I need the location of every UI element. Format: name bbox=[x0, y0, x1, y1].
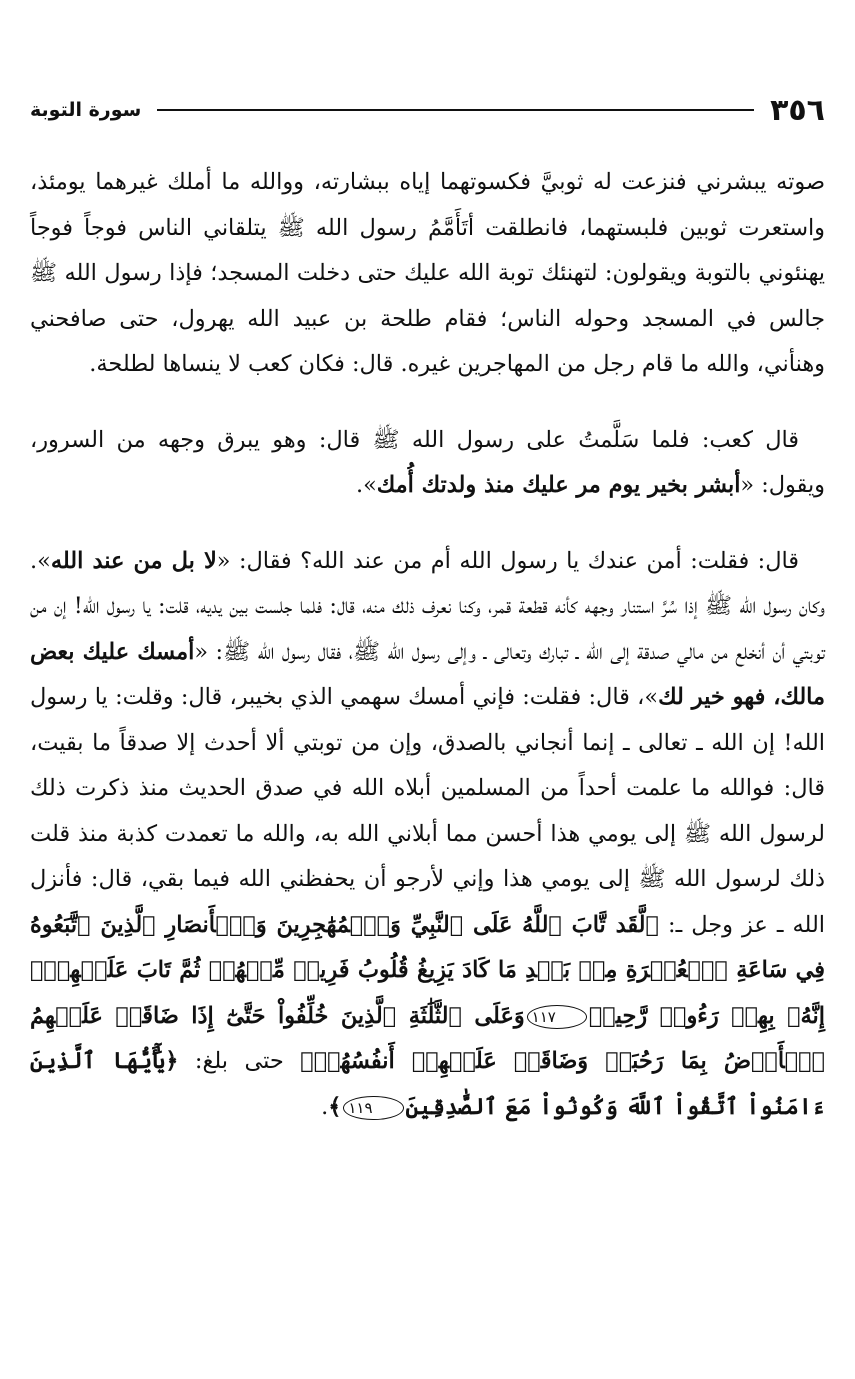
paragraph-2 bbox=[30, 418, 825, 509]
paragraph-1 bbox=[30, 160, 825, 388]
body-text bbox=[30, 160, 825, 1130]
paragraph-gap bbox=[30, 509, 825, 539]
running-header bbox=[30, 88, 825, 132]
quran-verse-117: ﴿لَّقَد تَّابَ ٱللَّهُ عَلَى ٱلنَّبِيِّ وَٱلۡمُهَٰجِرِينَ وَٱلۡأَنصَارِ ٱلَّذِينَ ٱتَّبَعُوهُ فِي سَاعَةِ ٱلۡعُسۡرَةِ مِنۢ بَعۡدِ مَا كَادَ يَزِيغُ قُلُوبُ فَرِيقٖ مِّنۡهُمۡ ثُمَّ تَابَ عَلَيۡهِمۡۚ إِنَّهُۥ بِهِمۡ رَءُوفٞ رَّحِيمٞ bbox=[30, 911, 825, 1029]
paragraph-2-text-b: ». bbox=[355, 472, 377, 498]
paragraph-3-text-a: قال: فقلت: أمن عندك يا رسول الله أم من عند الله؟ فقال: « bbox=[216, 547, 800, 574]
paragraph-3 bbox=[30, 539, 825, 1131]
quran-verse-118: وَعَلَى ٱلثَّلَٰثَةِ ٱلَّذِينَ خُلِّفُواْ حَتَّىٰٓ إِذَا ضَاقَتۡ عَلَيۡهِمُ ٱلۡأَرۡضُ بِمَا رَحُبَتۡ وَضَاقَتۡ عَلَيۡهِمۡ أَنفُسُهُمۡ﴾ bbox=[30, 1002, 826, 1074]
paragraph-2-text-a: قال كعب: فلما سَلَّمتُ على رسول الله ﷺ قال: وهو يبرق وجهه من السرور، ويقول: « bbox=[30, 426, 825, 498]
paragraph-3-text-b: ». وكان رسول الله ﷺ إذا سُرَّ استنار وجهه كأنه قطعة قمر، وكنا نعرف ذلك منه، قال: فلما جلست بين يديه، قلت: يا رسول الله! إن من توبتي أن أنخلع من مالي صدقة إلى الله ـ تبارك وتعالى ـ وإلى رسول الله ﷺ، فقال رسول الله ﷺ: « bbox=[30, 547, 825, 665]
ayah-number-119: ١١٩ bbox=[343, 1096, 403, 1120]
paragraph-3-text-d: حتى بلغ: bbox=[178, 1048, 301, 1074]
paragraph-3-end: . bbox=[321, 1093, 329, 1120]
prophet-quote-3: أمسك عليك بعض مالك، فهو خير لك bbox=[30, 638, 825, 710]
page-content bbox=[30, 88, 825, 1339]
surah-title: سورة التوبة bbox=[30, 99, 142, 121]
paragraph-1-text: صوته يبشرني فنزعت له ثوبيَّ فكسوتهما إياه ببشارته، ووالله ما أملك غيرهما يومئذ، واستعرت ثوبين فلبستهما، فانطلقت أتَأَمَّمُ رسول الله ﷺ يتلقاني الناس فوجاً فوجاً يهنئوني بالتوبة ويقولون: لتهنئك توبة الله عليك حتى دخلت المسجد؛ فإذا رسول الله ﷺ جالس في المسجد وحوله الناس؛ فقام طلحة بن عبيد الله يهرول، حتى صافحني وهنأني، والله ما قام رجل من المهاجرين غيره. قال: فكان كعب لا ينساها لطلحة. bbox=[30, 169, 825, 377]
ayah-number-117: ١١٧ bbox=[527, 1005, 587, 1029]
header-rule bbox=[157, 109, 754, 111]
paragraph-gap bbox=[30, 388, 825, 418]
paragraph-3-text-c: »، قال: فقلت: فإني أمسك سهمي الذي بخيبر، قال: وقلت: يا رسول الله! إن الله ـ تعالى ـ إنما أنجاني بالصدق، وإن من توبتي ألا أحدث إلا صدقاً ما بقيت، قال: فوالله ما علمت أحداً من المسلمين أبلاه الله في صدق الحديث منذ ذكرت ذلك لرسول الله ﷺ إلى يومي هذا أحسن مما أبلاني الله به، والله ما تعمدت كذبة منذ قلت ذلك لرسول الله ﷺ إلى يومي هذا وإني لأرجو أن يحفظني الله فيما بقي، قال: فأنزل الله ـ عز وجل ـ: bbox=[30, 684, 825, 938]
quran-verse-119: ﴿يَٰٓأَيُّهَا ٱلَّذِينَ ءَامَنُواْ ٱتَّقُواْ ٱللَّهَ وَكُونُواْ مَعَ ٱلصَّٰدِقِينَ bbox=[30, 1048, 825, 1120]
page-number: ٣٥٦ bbox=[770, 92, 825, 128]
prophet-quote-2: لا بل من عند الله bbox=[50, 547, 217, 574]
quran-bracket-close: ﴾ bbox=[328, 1093, 342, 1120]
prophet-quote-1: أبشر بخير يوم مر عليك منذ ولدتك أُمك bbox=[376, 472, 741, 498]
